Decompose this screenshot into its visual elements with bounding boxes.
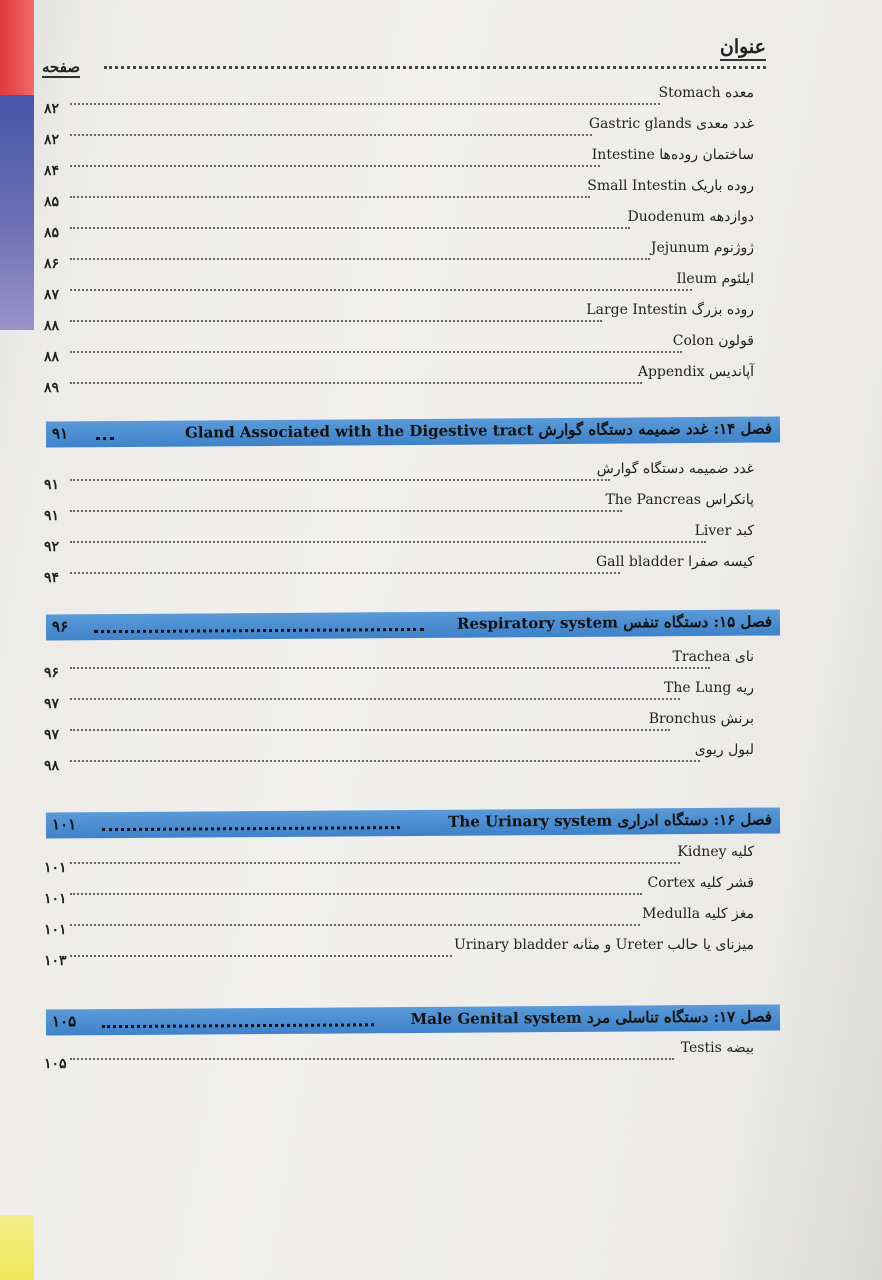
entry-page-number: ۱۰۱ <box>44 860 67 876</box>
chapter-dot-leader <box>102 1023 374 1028</box>
entry-dot-leader <box>70 196 590 198</box>
entry-dot-leader <box>70 134 592 136</box>
entry-dot-leader <box>70 862 680 864</box>
toc-entry[interactable] <box>40 554 812 586</box>
entry-title: روده باریک Small Intestin <box>587 178 754 194</box>
entry-dot-leader <box>70 541 706 543</box>
entry-title: نای Trachea <box>672 649 754 665</box>
column-header-row <box>42 56 766 80</box>
entry-page-number: ۸۸ <box>44 318 60 334</box>
entry-title: میزنای یا حالب Ureter و مثانه Urinary bladder <box>454 937 754 953</box>
chapter-page-number: ۹۱ <box>51 424 69 443</box>
entry-page-number: ۸۲ <box>44 101 60 117</box>
toc-entry[interactable] <box>40 85 812 117</box>
entry-page-number: ۸۵ <box>44 225 60 241</box>
yellow-edge-strip <box>0 1215 34 1280</box>
chapter-heading[interactable] <box>46 1004 780 1035</box>
chapter-heading[interactable] <box>46 416 780 447</box>
entry-page-number: ۹۱ <box>44 508 60 524</box>
toc-entry[interactable] <box>40 711 812 743</box>
chapter-title: فصل ۱۴: غدد ضمیمه دستگاه گوارش Gland Associated with the Digestive tract <box>184 419 773 442</box>
entry-title: ایلئوم Ileum <box>676 271 754 287</box>
entry-page-number: ۹۱ <box>44 477 60 493</box>
toc-entry[interactable] <box>40 333 812 365</box>
entry-dot-leader <box>70 667 710 669</box>
entry-page-number: ۸۲ <box>44 132 60 148</box>
toc-entry[interactable] <box>40 680 812 712</box>
table-of-contents-page <box>40 30 812 1260</box>
blue-edge-strip <box>0 95 34 330</box>
toc-entry[interactable] <box>40 649 812 681</box>
header-dot-leader <box>104 66 766 69</box>
entry-dot-leader <box>70 893 642 895</box>
entry-dot-leader <box>70 165 600 167</box>
entry-dot-leader <box>70 1058 674 1060</box>
entry-page-number: ۹۲ <box>44 539 60 555</box>
toc-entry[interactable] <box>40 364 812 396</box>
entry-dot-leader <box>70 320 602 322</box>
entry-page-number: ۱۰۳ <box>44 953 67 969</box>
chapter-dot-leader <box>102 826 400 831</box>
toc-entry[interactable] <box>40 178 812 210</box>
entry-dot-leader <box>70 351 682 353</box>
chapter-page-number: ۹۶ <box>51 617 69 636</box>
entry-dot-leader <box>70 510 622 512</box>
chapter-page-number: ۱۰۱ <box>51 815 77 834</box>
toc-entry[interactable] <box>40 492 812 524</box>
entry-title: معده Stomach <box>658 85 754 101</box>
toc-entry[interactable] <box>40 742 812 774</box>
toc-entry[interactable] <box>40 209 812 241</box>
chapter-dot-leader <box>96 437 114 440</box>
entry-page-number: ۸۴ <box>44 163 60 179</box>
entry-dot-leader <box>70 924 640 926</box>
toc-entry[interactable] <box>40 1040 812 1072</box>
entry-page-number: ۹۷ <box>44 696 60 712</box>
chapter-dot-leader <box>94 628 424 633</box>
page-column-heading: صفحه <box>42 58 81 76</box>
entry-title: مغز کلیه Medulla <box>642 906 754 922</box>
entry-page-number: ۸۵ <box>44 194 60 210</box>
entry-title: دوازدهه Duodenum <box>627 209 754 225</box>
toc-entry[interactable] <box>40 147 812 179</box>
entry-page-number: ۸۸ <box>44 349 60 365</box>
entry-dot-leader <box>70 103 660 105</box>
entry-title: کیسه صفرا Gall bladder <box>596 554 754 570</box>
entry-title: پانکراس The Pancreas <box>605 492 754 508</box>
chapter-title: فصل ۱۵: دستگاه تنفس Respiratory system <box>456 612 773 633</box>
toc-entry[interactable] <box>40 844 812 876</box>
chapter-heading[interactable] <box>46 807 780 838</box>
entry-title: غدد معدی Gastric glands <box>588 116 754 132</box>
entry-page-number: ۱۰۱ <box>44 891 67 907</box>
entry-title: غدد ضمیمه دستگاه گوارش <box>596 461 754 477</box>
entry-title: کلیه Kidney <box>677 844 754 860</box>
entry-title: لبول ریوی <box>694 742 754 758</box>
entry-title: آپاندیس Appendix <box>637 364 754 380</box>
entry-title: قولون Colon <box>672 333 754 349</box>
entry-dot-leader <box>70 572 620 574</box>
chapter-heading[interactable] <box>46 609 780 640</box>
chapter-page-number: ۱۰۵ <box>51 1012 77 1031</box>
red-edge-strip <box>0 0 34 95</box>
entry-dot-leader <box>70 760 700 762</box>
entry-dot-leader <box>70 382 642 384</box>
toc-entry[interactable] <box>40 271 812 303</box>
entry-title: برنش Bronchus <box>648 711 754 727</box>
entry-dot-leader <box>70 258 650 260</box>
toc-entry[interactable] <box>40 240 812 272</box>
entry-page-number: ۹۸ <box>44 758 60 774</box>
entry-dot-leader <box>70 698 680 700</box>
toc-entry[interactable] <box>40 906 812 938</box>
column-title-heading: عنوان <box>720 36 766 61</box>
entry-page-number: ۹۴ <box>44 570 60 586</box>
entry-page-number: ۸۶ <box>44 256 60 272</box>
entry-title: ژوژنوم Jejunum <box>650 240 754 256</box>
entry-title: کبد Liver <box>694 523 754 539</box>
toc-entry[interactable] <box>40 523 812 555</box>
entry-dot-leader <box>70 955 452 957</box>
entry-page-number: ۱۰۵ <box>44 1056 67 1072</box>
entry-dot-leader <box>70 227 630 229</box>
toc-entry[interactable] <box>40 461 812 493</box>
entry-page-number: ۹۷ <box>44 727 60 743</box>
entry-title: قشر کلیه Cortex <box>647 875 754 891</box>
entry-dot-leader <box>70 479 610 481</box>
entry-dot-leader <box>70 729 670 731</box>
entry-page-number: ۸۹ <box>44 380 60 396</box>
entry-title: روده بزرگ Large Intestin <box>586 302 754 318</box>
toc-entry[interactable] <box>40 937 812 969</box>
chapter-title: فصل ۱۷: دستگاه تناسلی مرد Male Genital system <box>410 1007 773 1029</box>
toc-entry[interactable] <box>40 875 812 907</box>
entry-title: ساختمان روده‌ها Intestine <box>591 147 754 163</box>
entry-page-number: ۱۰۱ <box>44 922 67 938</box>
entry-title: ریه The Lung <box>663 680 754 696</box>
entry-dot-leader <box>70 289 692 291</box>
chapter-title: فصل ۱۶: دستگاه ادراری The Urinary system <box>448 810 773 831</box>
toc-entry[interactable] <box>40 116 812 148</box>
entry-page-number: ۸۷ <box>44 287 60 303</box>
toc-entry[interactable] <box>40 302 812 334</box>
entry-page-number: ۹۶ <box>44 665 60 681</box>
entry-title: بیضه Testis <box>680 1040 754 1056</box>
